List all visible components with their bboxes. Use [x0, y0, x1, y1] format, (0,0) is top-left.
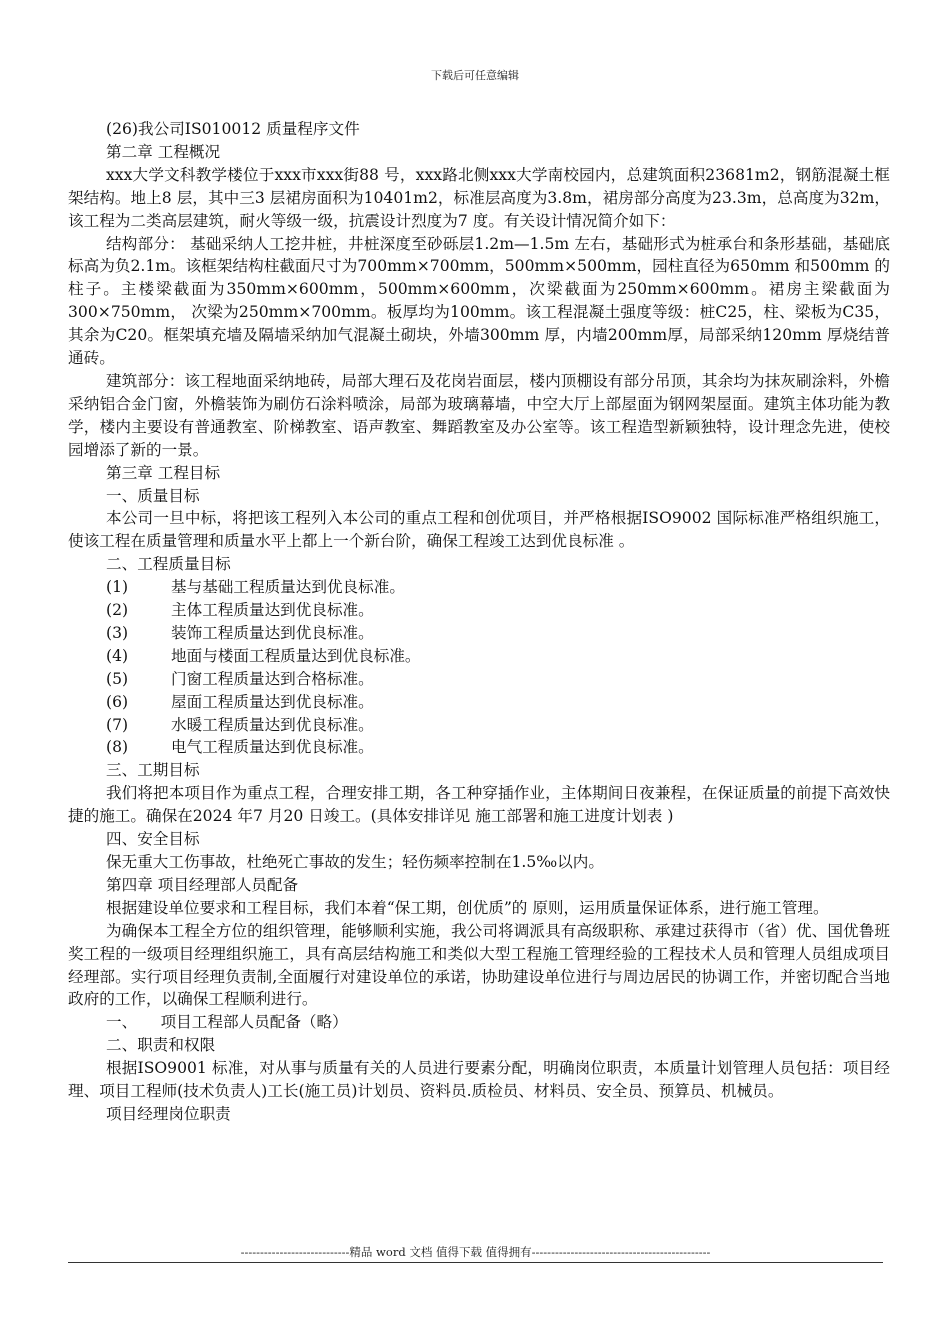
page-header: 下载后可任意编辑 — [431, 69, 519, 82]
document-body — [68, 118, 890, 1126]
list-text: 主体工程质量达到优良标准。 — [171, 601, 374, 620]
section-heading: 四、安全目标 — [106, 830, 200, 849]
list-number: (7) — [106, 715, 129, 734]
list-number: (3) — [106, 623, 129, 642]
list-number: (5) — [106, 669, 129, 688]
chapter-heading: 第四章 项目经理部人员配备 — [106, 875, 299, 894]
section-heading: 一、质量目标 — [106, 486, 200, 505]
list-text: 水暖工程质量达到优良标准。 — [171, 715, 374, 734]
section-heading: 三、工期目标 — [106, 761, 200, 780]
paragraph: 结构部分： 基础采纳人工挖井桩，井桩深度至砂砾层1.2m—1.5m 左右，基础形式为桩承台和条形基础，基础底标高为负2.1m。该框架结构柱截面尺寸为700mm×700mm，500mm×500mm，园柱直径为650mm 和500mm 的柱子。主楼梁截面为350mm×600mm，500mm×600mm，次梁截面为250mm×600mm。裙房主梁截面为300×750mm， 次梁为250mm×700mm。板厚均为100mm。该工程混凝土强度等级：桩C25，柱、梁板为C35，其余为C20。框架填充墙及隔墙采纳加气混凝土砌块，外墙300mm 厚，内墙200mm厚，局部采纳120mm 厚烧结普通砖。 — [68, 234, 890, 368]
list-text: 基与基础工程质量达到优良标准。 — [171, 578, 405, 597]
list-item — [68, 622, 890, 645]
chapter-heading: 第二章 工程概况 — [106, 142, 221, 161]
list-text: 门窗工程质量达到合格标准。 — [171, 669, 374, 688]
list-number: (6) — [106, 692, 129, 711]
paragraph: 根据ISO9001 标准，对从事与质量有关的人员进行要素分配，明确岗位职责，本质量计划管理人员包括：项目经理、项目工程师(技术负责人)工长(施工员)计划员、资料员.质检员、材料员、安全员、预算员、机械员。 — [68, 1059, 890, 1101]
list-number: (4) — [106, 646, 129, 665]
paragraph: xxx大学文科教学楼位于xxx市xxx街88 号，xxx路北侧xxx大学南校园内，总建筑面积23681m2，钢筋混凝土框架结构。地上8 层，其中三3 层裙房面积为10401m2，标准层高度为3.8m，裙房部分高度为23.3m，总高度为32m，该工程为二类高层建筑，耐火等级一级，抗震设计烈度为7 度。有关设计情况简介如下： — [68, 165, 890, 230]
list-number: (2) — [106, 601, 129, 620]
page-footer: ----------------------------精品 word 文档 值得下载 值得拥有---------------------------------------------- — [240, 1245, 711, 1259]
chapter-heading: 第三章 工程目标 — [106, 463, 221, 482]
list-number: (8) — [106, 738, 129, 757]
list-item — [68, 576, 890, 599]
section-heading: 二、工程质量目标 — [106, 555, 231, 574]
list-item — [68, 714, 890, 737]
paragraph: 为确保本工程全方位的组织管理，能够顺利实施，我公司将调派具有高级职称、承建过获得市（省）优、国优鲁班奖工程的一级项目经理组织施工，具有高层结构施工和类似大型工程施工管理经验的工程技术人员和管理人员组成项目经理部。实行项目经理负责制,全面履行对建设单位的承诺，协助建设单位进行与周边居民的协调工作，并密切配合当地政府的工作，以确保工程顺利进行。 — [68, 921, 890, 1009]
paragraph: 根据建设单位要求和工程目标，我们本着“保工期，创优质”的 原则，运用质量保证体系，进行施工管理。 — [106, 898, 829, 917]
paragraph: 本公司一旦中标，将把该工程列入本公司的重点工程和创优项目，并严格根据ISO9002 国际标准严格组织施工，使该工程在质量管理和质量水平上都上一个新台阶，确保工程竣工达到优良标准 。 — [68, 509, 890, 551]
paragraph: 建筑部分：该工程地面采纳地砖，局部大理石及花岗岩面层，楼内顶棚设有部分吊顶，其余均为抹灰刷涂料，外檐采纳铝合金门窗，外檐装饰为刷仿石涂料喷涂，局部为玻璃幕墙，中空大厅上部屋面为钢网架屋面。建筑主体功能为教学，楼内主要设有普通教室、阶梯教室、语声教室、舞蹈教室及办公室等。该工程造型新颖独特，设计理念先进，使校园增添了新的一景。 — [68, 371, 890, 459]
paragraph: 项目经理岗位职责 — [106, 1104, 231, 1123]
list-text: 电气工程质量达到优良标准。 — [171, 738, 374, 757]
list-item — [68, 668, 890, 691]
footer-divider — [68, 1262, 883, 1263]
list-text: 装饰工程质量达到优良标准。 — [171, 623, 374, 642]
section-heading: 一、 项目工程部人员配备（略） — [106, 1013, 348, 1032]
paragraph: (26)我公司IS010012 质量程序文件 — [106, 120, 360, 138]
list-number: (1) — [106, 578, 129, 597]
list-item — [68, 599, 890, 622]
list-text: 屋面工程质量达到优良标准。 — [171, 692, 374, 711]
list-text: 地面与楼面工程质量达到优良标准。 — [171, 646, 421, 665]
paragraph: 我们将把本项目作为重点工程，合理安排工期，各工种穿插作业，主体期间日夜兼程，在保证质量的前提下高效快捷的施工。确保在2024 年7 月20 日竣工。(具体安排详见 施工部署和施工进度计划表 ) — [68, 784, 890, 826]
paragraph: 保无重大工伤事故，杜绝死亡事故的发生；轻伤频率控制在1.5‰以内。 — [106, 853, 604, 871]
list-item — [68, 645, 890, 668]
section-heading: 二、职责和权限 — [106, 1036, 216, 1055]
list-item — [68, 691, 890, 714]
list-item — [68, 736, 890, 759]
